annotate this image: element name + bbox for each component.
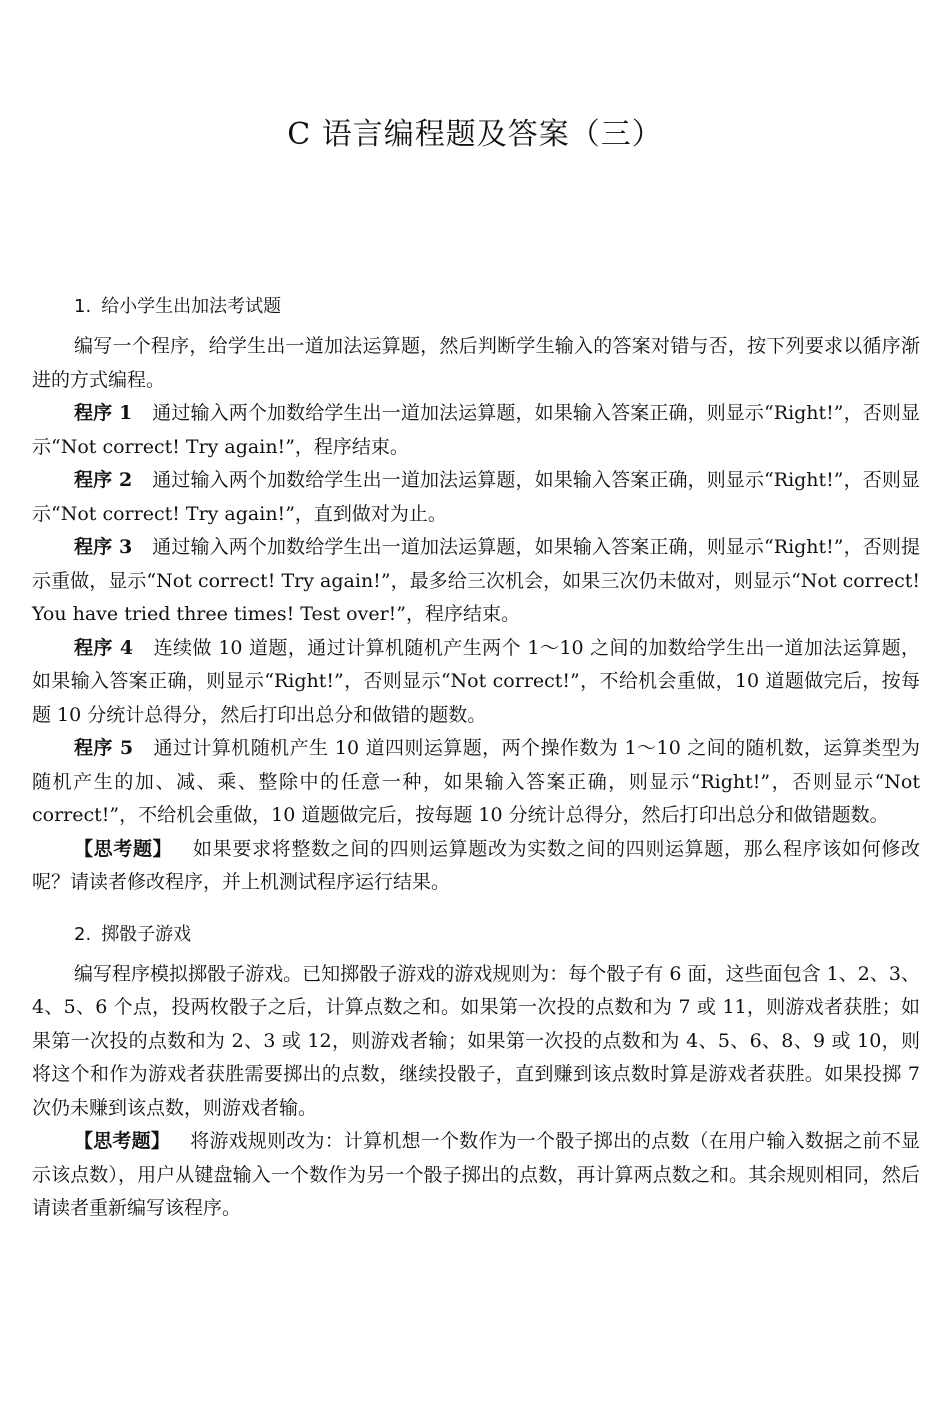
program-1-label: 程序 1 bbox=[74, 402, 133, 424]
program-2-label: 程序 2 bbox=[74, 469, 133, 491]
section-2-think-paragraph bbox=[32, 1125, 920, 1226]
section-2-think-text: 将游戏规则改为：计算机想一个数作为一个骰子掷出的点数（在用户输入数据之前不显示该点数），用户从键盘输入一个数作为另一个骰子掷出的点数，再计算两点数之和。其余规则相同，然后请读者重新编写该程序。 bbox=[32, 1130, 920, 1219]
program-1-paragraph bbox=[32, 397, 920, 464]
section-1-think-label: 【思考题】 bbox=[74, 837, 173, 860]
program-3-paragraph bbox=[32, 531, 920, 632]
page-title: C 语言编程题及答案（三） bbox=[287, 117, 663, 152]
program-5-paragraph bbox=[32, 732, 920, 833]
program-2-text: 通过输入两个加数给学生出一道加法运算题，如果输入答案正确，则显示“Right!”，否则显示“Not correct! Try again!”，直到做对为止。 bbox=[32, 469, 920, 525]
program-1-text: 通过输入两个加数给学生出一道加法运算题，如果输入答案正确，则显示“Right!”，否则显示“Not correct! Try again!”，程序结束。 bbox=[32, 402, 920, 458]
section-1-heading bbox=[32, 290, 920, 323]
document-body bbox=[32, 290, 920, 1226]
program-4-text: 连续做 10 道题，通过计算机随机产生两个 1～10 之间的加数给学生出一道加法运算题，如果输入答案正确，则显示“Right!”，否则显示“Not correct!”，不给机会重做，10 道题做完后，按每题 10 分统计总得分，然后打印出总分和做错的题数。 bbox=[32, 636, 920, 726]
program-2-paragraph bbox=[32, 464, 920, 531]
program-5-text: 通过计算机随机产生 10 道四则运算题，两个操作数为 1～10 之间的随机数，运算类型为随机产生的加、减、乘、整除中的任意一种，如果输入答案正确，则显示“Right!”，否则显示“Not correct!”，不给机会重做，10 道题做完后，按每题 10 分统计总得分，然后打印出总分和做错题数。 bbox=[32, 737, 920, 826]
program-4-paragraph bbox=[32, 632, 920, 733]
section-2-title: 掷骰子游戏 bbox=[101, 923, 192, 945]
section-1-think-text: 如果要求将整数之间的四则运算题改为实数之间的四则运算题，那么程序该如何修改呢？请读者修改程序，并上机测试程序运行结果。 bbox=[32, 837, 920, 893]
section-2-number: 2. bbox=[74, 923, 92, 945]
program-3-label: 程序 3 bbox=[74, 536, 133, 558]
section-2-think-label: 【思考题】 bbox=[74, 1130, 171, 1152]
program-5-label: 程序 5 bbox=[74, 737, 134, 759]
section-2-intro: 编写程序模拟掷骰子游戏。已知掷骰子游戏的游戏规则为：每个骰子有 6 面，这些面包含 1、2、3、4、5、6 个点，投两枚骰子之后，计算点数之和。如果第一次投的点数和为 7 或 11，则游戏者获胜；如果第一次投的点数和为 2、3 或 12，则游戏者输；如果第一次投的点数和为 4、5、6、8、9 或 10，则将这个和作为游戏者获胜需要掷出的点数，继续投骰子，直到赚到该点数时算是游戏者获胜。如果投掷 7 次仍未赚到该点数，则游戏者输。 bbox=[32, 962, 920, 1119]
program-4-label: 程序 4 bbox=[74, 636, 134, 659]
section-2-heading bbox=[32, 918, 920, 951]
section-1-title: 给小学生出加法考试题 bbox=[101, 296, 282, 317]
section-1-number: 1. bbox=[74, 296, 92, 317]
section-1-think-paragraph bbox=[32, 833, 920, 900]
section-1-intro: 编写一个程序，给学生出一道加法运算题，然后判断学生输入的答案对错与否，按下列要求以循序渐进的方式编程。 bbox=[32, 335, 920, 391]
program-3-text: 通过输入两个加数给学生出一道加法运算题，如果输入答案正确，则显示“Right!”，否则提示重做，显示“Not correct! Try again!”，最多给三次机会，如果三次仍未做对，则显示“Not correct! You have tried three times! Test over!”，程序结束。 bbox=[32, 536, 920, 625]
